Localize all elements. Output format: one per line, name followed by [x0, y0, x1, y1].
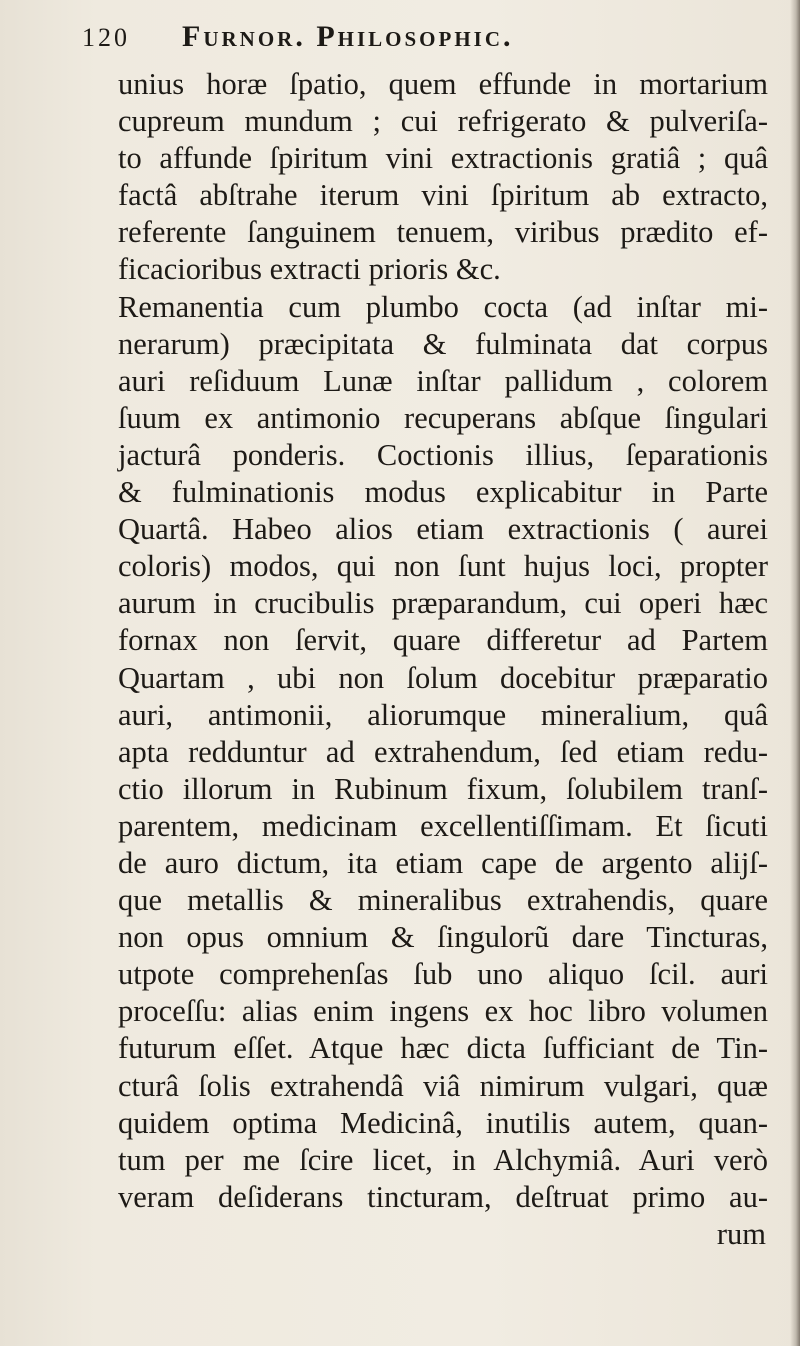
text-line: & fulminationis modus explicabitur in Parte	[118, 475, 768, 510]
body-text	[118, 66, 768, 1253]
text-line: futurum eſſet. Atque hæc dicta ſufficiant de Tin-	[118, 1031, 768, 1066]
text-line: proceſſu: alias enim ingens ex hoc libro volumen	[118, 994, 768, 1029]
text-line: unius horæ ſpatio, quem effunde in mortarium	[118, 67, 768, 101]
text-line: auri reſiduum Lunæ inſtar pallidum , colorem	[118, 363, 768, 398]
text-line: ſuum ex antimonio recuperans abſque ſingulari	[118, 400, 768, 435]
text-line: factâ abſtrahe iterum vini ſpiritum ab extracto,	[118, 178, 768, 213]
text-line: to affunde ſpiritum vini extractionis gratiâ ; quâ	[118, 141, 768, 176]
text-line: ctio illorum in Rubinum fixum, ſolubilem tranſ-	[118, 771, 768, 806]
running-head	[82, 20, 762, 60]
text-line: veram deſiderans tincturam, deſtruat primo au-	[118, 1179, 768, 1214]
text-line: rum	[716, 1216, 766, 1251]
text-line: que metallis & mineralibus extrahendis, quare	[118, 883, 768, 918]
text-line: fornax non ſervit, quare differetur ad Partem	[118, 623, 768, 658]
text-line: quidem optima Medicinâ, inutilis autem, quan-	[118, 1105, 768, 1140]
text-line: Remanentia cum plumbo cocta (ad inſtar mi-	[118, 289, 768, 324]
text-line: Quartam , ubi non ſolum docebitur præparatio	[118, 660, 768, 695]
page-number: 120	[82, 23, 130, 52]
text-line: cturâ ſolis extrahendâ viâ nimirum vulgari, quæ	[118, 1068, 768, 1103]
text-line: utpote comprehenſas ſub uno aliquo ſcil. auri	[118, 957, 768, 992]
text-line: de auro dictum, ita etiam cape de argento alijſ-	[118, 845, 768, 880]
text-line: coloris) modos, qui non ſunt hujus loci, propter	[118, 549, 768, 584]
text-line: Quartâ. Habeo alios etiam extractionis ( aurei	[118, 512, 768, 547]
text-line: aurum in crucibulis præparandum, cui operi hæc	[118, 586, 768, 621]
text-line: nerarum) præcipitata & fulminata dat corpus	[118, 326, 768, 361]
text-line: auri, antimonii, aliorumque mineralium, quâ	[118, 697, 768, 732]
text-line: apta redduntur ad extrahendum, ſed etiam redu-	[118, 734, 768, 769]
text-line: non opus omnium & ſingulorũ dare Tincturas,	[118, 920, 768, 955]
text-line: tum per me ſcire licet, in Alchymiâ. Auri verò	[118, 1142, 768, 1177]
running-title: Furnor. Philosophic.	[182, 20, 514, 53]
text-line: jacturâ ponderis. Coctionis illius, ſeparationis	[118, 437, 768, 472]
text-line: parentem, medicinam excellentiſſimam. Et ſicuti	[118, 808, 768, 843]
page-edge-shadow	[790, 0, 800, 1346]
text-line: cupreum mundum ; cui refrigerato & pulveriſa-	[118, 104, 768, 139]
text-line: referente ſanguinem tenuem, viribus prædito ef-	[118, 215, 768, 250]
text-line: ficacioribus extracti prioris &c.	[118, 252, 501, 287]
